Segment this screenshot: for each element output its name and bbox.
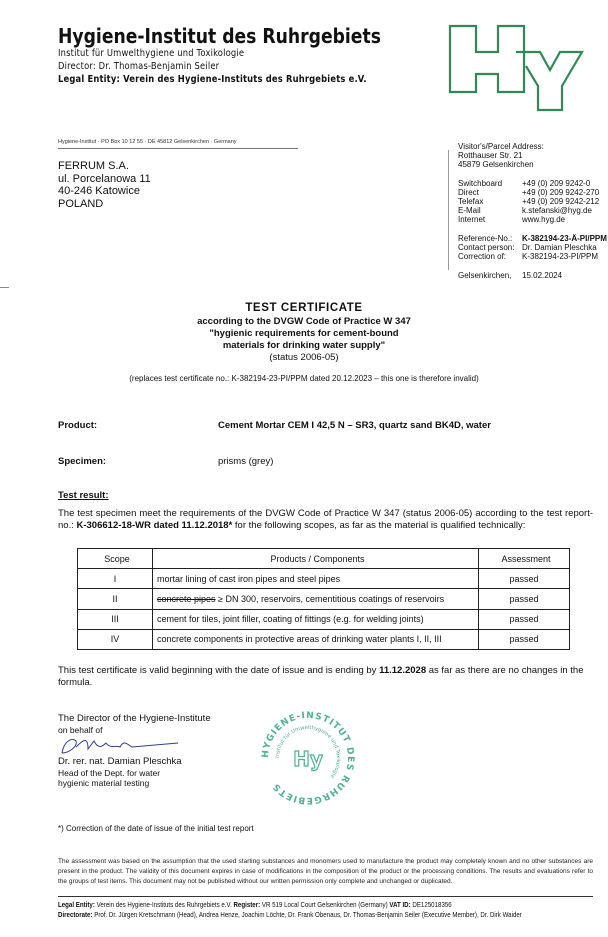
recipient-line: 40-246 Katowice: [58, 185, 140, 197]
contact-value: +49 (0) 209 9242-270: [522, 188, 600, 197]
footer-text: Verein des Hygiene-Instituts des Ruhrgebiets e.V.: [94, 900, 234, 909]
scopes-table: [77, 548, 570, 650]
product-text: ≥ DN 300, reservoirs, cementitious coatings of reservoirs: [215, 593, 445, 604]
reference-row: [458, 252, 607, 261]
signer-role: hygienic material testing: [58, 778, 150, 788]
table-row: [78, 609, 570, 629]
website-link[interactable]: www.hyg.de: [522, 215, 566, 224]
issue-date: 15.02.2024: [522, 271, 563, 280]
table-row: [78, 589, 570, 609]
scope-cell: III: [78, 609, 153, 629]
assessment-cell: passed: [479, 629, 570, 649]
fold-mark: [0, 287, 9, 288]
validity-part: This test certificate is valid beginning with the date of issue and is ending by: [58, 665, 380, 676]
table-header-row: [78, 549, 570, 569]
legal-entity-line: Legal Entity: Verein des Hygiene-Instituts des Ruhrgebiets e.V.: [58, 74, 367, 85]
contact-row: [458, 206, 607, 215]
specimen-label: Specimen:: [58, 456, 107, 467]
contact-key: E-Mail: [458, 206, 481, 215]
report-number: K-306612-18-WR dated 11.12.2018*: [76, 519, 233, 531]
svg-text:Hy: Hy: [293, 747, 323, 771]
sender-rule: [58, 148, 298, 149]
recipient-line: FERRUM S.A.: [58, 160, 129, 172]
assessment-cell: passed: [479, 569, 570, 589]
certificate-subtitle: according to the DVGW Code of Practice W 347: [197, 316, 411, 327]
column-header: Assessment: [479, 549, 570, 569]
reference-row: [458, 243, 607, 252]
recipient-line: POLAND: [58, 197, 104, 210]
product-label: Product:: [58, 420, 98, 431]
certificate-status: (status 2006-05): [269, 352, 339, 363]
footer-text: Prof. Dr. Jürgen Kretschmann (Head), Andrea Henze, Joachim Löchte, Dr. Frank Obenaus, Dr. Thomas-Benjamin Seiler (Executive Member), Dr. Dirk Waider: [92, 910, 522, 919]
footer-line-2: [58, 910, 522, 920]
page-footer: [58, 900, 522, 920]
footer-label: Register:: [233, 900, 261, 909]
footer-label: Directorate:: [58, 910, 93, 919]
contact-key: Switchboard: [458, 179, 503, 188]
product-value: Cement Mortar CEM I 42,5 N – SR3, quartz sand BK4D, water: [218, 420, 491, 431]
institute-address-block: [458, 142, 607, 280]
hy-logo: [446, 22, 586, 119]
handwritten-signature: [58, 735, 211, 757]
result-text-part: for the following scopes, as far as the material is qualified technically:: [232, 519, 526, 531]
correction-of: K-382194-23-PI/PPM: [522, 252, 599, 261]
assessment-cell: passed: [479, 589, 570, 609]
footer-text: VR 519 Local Court Gelsenkirchen (Germany): [260, 900, 390, 909]
specimen-value: prisms (grey): [218, 456, 274, 467]
footer-text: DE125018356: [410, 900, 452, 909]
footer-rule: [58, 896, 593, 897]
assessment-cell: passed: [479, 609, 570, 629]
svg-text:HYGIENE-INSTITUT DES RUHRGEBIE: HYGIENE-INSTITUT DES RUHRGEBIETS: [260, 710, 356, 806]
table-row: [78, 629, 570, 649]
struck-text: concrete pipes: [157, 593, 216, 604]
reference-row: [458, 234, 607, 243]
footer-line-1: [58, 900, 522, 910]
product-cell: concrete components in protective areas of drinking water plants I, II, III: [153, 629, 479, 649]
director-title: The Director of the Hygiene-Institute: [58, 713, 211, 724]
email-link[interactable]: k.stefanski@hyg.de: [522, 206, 592, 215]
column-header: Products / Components: [153, 549, 479, 569]
contact-row: [458, 197, 607, 206]
reference-key: Reference-No.:: [458, 234, 513, 243]
scope-cell: I: [78, 569, 153, 589]
address-divider: [448, 150, 449, 270]
certificate-title: TEST CERTIFICATE: [245, 302, 363, 314]
recipient-line: ul. Porcelanowa 11: [58, 172, 151, 185]
recipient-address: [58, 160, 151, 210]
scope-cell: II: [78, 589, 153, 609]
contact-row: [458, 215, 607, 224]
footer-label: VAT ID:: [389, 900, 411, 909]
certificate-subtitle: "hygienic requirements for cement-bound: [209, 328, 399, 339]
product-cell: cement for tiles, joint filler, coating of fittings (e.g. for welding joints): [153, 609, 479, 629]
svg-text:Institut für Umwelthygiene und: Institut für Umwelthygiene und Toxikologie: [274, 724, 342, 780]
reference-key: Contact person:: [458, 243, 515, 252]
contact-row: [458, 179, 607, 188]
reference-number: K-382194-23-Ä-PI/PPM: [522, 234, 607, 243]
contact-key: Telefax: [458, 197, 484, 206]
result-text-part: The test specimen meet the requirements of the DVGW Code of Practice W 347 (status 2006-05) according to the test report-no.:: [58, 508, 593, 531]
disclaimer: The assessment was based on the assumption that the used starting substances and monomers used to manufacture the product may completely known and no other substances are present in the product. The validity of this document expires in case of modifications in the composition of the product or the processing conditions. The results and evaluations refer to the groups of test items. This document may not be published without our written permission only complete and unchanged or duplicated.: [58, 858, 593, 885]
director-line: Director: Dr. Thomas-Benjamin Seiler: [58, 61, 220, 72]
contact-row: [458, 188, 607, 197]
validity-text: [58, 665, 593, 688]
institute-title: Hygiene-Institut des Ruhrgebiets: [58, 24, 381, 48]
validity-part: as far as there are no changes in the formula.: [58, 665, 584, 688]
date-row: [458, 271, 607, 280]
product-cell: mortar lining of cast iron pipes and steel pipes: [153, 569, 479, 589]
test-result-label: Test result:: [58, 490, 109, 501]
on-behalf: on behalf of: [58, 724, 103, 735]
column-header: Scope: [78, 549, 153, 569]
contact-person: Dr. Damian Pleschka: [522, 243, 597, 252]
reference-key: Correction of:: [458, 252, 507, 261]
scope-cell: IV: [78, 629, 153, 649]
test-result-text: [58, 508, 593, 531]
signer-role: Head of the Dept. for water: [58, 767, 161, 778]
certificate-subtitle: materials for drinking water supply": [222, 340, 386, 351]
address-city: 45879 Gelsenkirchen: [458, 160, 534, 169]
replaces-note: (replaces test certificate no.: K-382194-23-PI/PPM dated 20.12.2023 – this one is therefore invalid): [129, 374, 479, 383]
official-stamp: [258, 708, 358, 813]
validity-date: 11.12.2028: [379, 665, 427, 676]
sender-return-line: Hygiene-Institut · PO Box 10 12 55 · DE 45812 Gelsenkirchen · Germany: [58, 139, 237, 145]
contact-value: +49 (0) 209 9242-0: [522, 179, 591, 188]
footnote: *) Correction of the date of issue of the initial test report: [58, 824, 254, 833]
place: Gelsenkirchen,: [458, 271, 512, 280]
contact-value: +49 (0) 209 9242-212: [522, 197, 600, 206]
institute-subtitle: Institut für Umwelthygiene und Toxikologie: [58, 48, 245, 59]
product-cell: [153, 589, 479, 609]
address-heading: Visitor's/Parcel Address:: [458, 142, 544, 151]
signer-name: Dr. rer. nat. Damian Pleschka: [58, 756, 182, 767]
contact-key: Internet: [458, 215, 486, 224]
address-street: Rotthauser Str. 21: [458, 151, 523, 160]
footer-label: Legal Entity:: [58, 900, 95, 909]
signature-block: [58, 714, 211, 789]
table-row: [78, 569, 570, 589]
contact-key: Direct: [458, 188, 479, 197]
